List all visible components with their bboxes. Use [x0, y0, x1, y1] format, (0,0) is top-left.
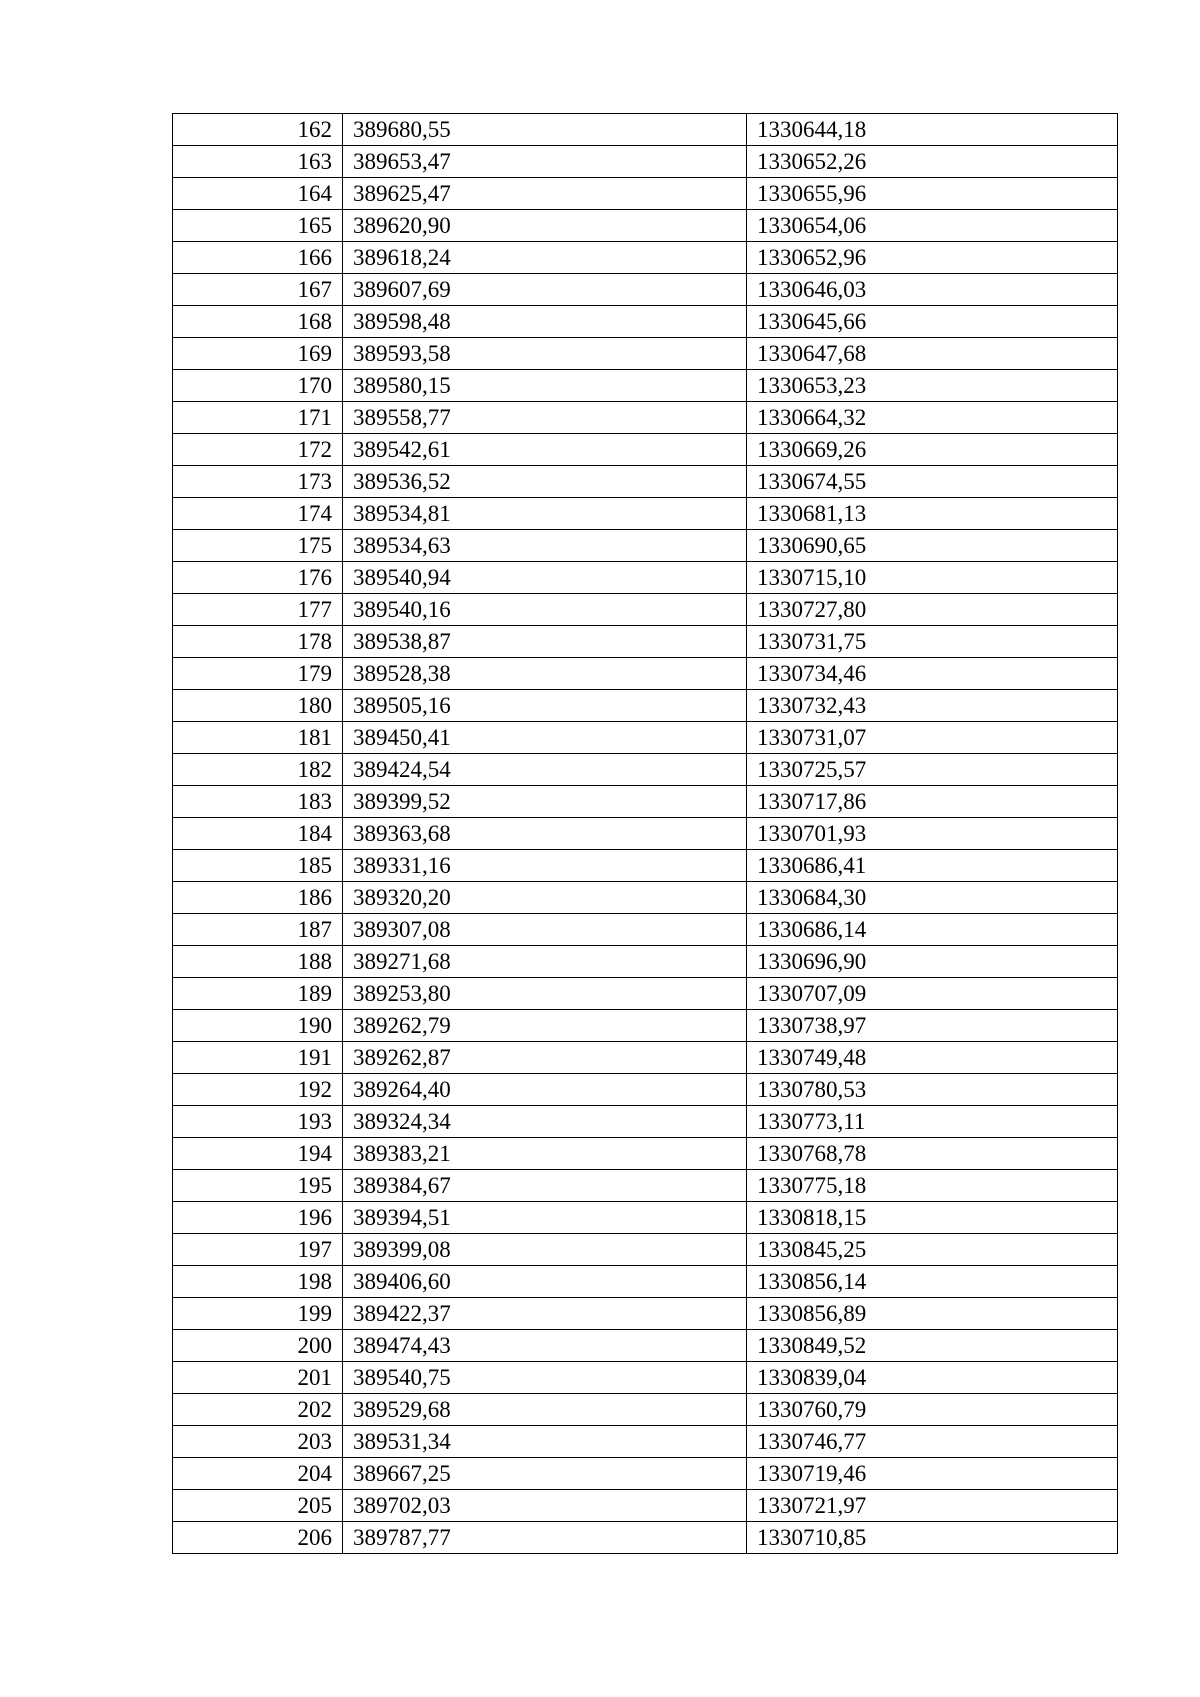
table-row: [173, 530, 1118, 562]
x-coordinate-cell: 389383,21: [343, 1138, 747, 1170]
y-coordinate-cell: 1330856,89: [747, 1298, 1118, 1330]
y-coordinate-cell: 1330707,09: [747, 978, 1118, 1010]
y-coordinate-cell: 1330686,14: [747, 914, 1118, 946]
x-coordinate-cell: 389653,47: [343, 146, 747, 178]
point-number-cell: 177: [173, 594, 343, 626]
y-coordinate-cell: 1330856,14: [747, 1266, 1118, 1298]
y-coordinate-cell: 1330773,11: [747, 1106, 1118, 1138]
table-row: [173, 402, 1118, 434]
y-coordinate-cell: 1330696,90: [747, 946, 1118, 978]
point-number-cell: 178: [173, 626, 343, 658]
x-coordinate-cell: 389528,38: [343, 658, 747, 690]
y-coordinate-cell: 1330725,57: [747, 754, 1118, 786]
y-coordinate-cell: 1330710,85: [747, 1522, 1118, 1554]
point-number-cell: 198: [173, 1266, 343, 1298]
y-coordinate-cell: 1330775,18: [747, 1170, 1118, 1202]
y-coordinate-cell: 1330690,65: [747, 530, 1118, 562]
point-number-cell: 172: [173, 434, 343, 466]
table-row: [173, 1394, 1118, 1426]
table-row: [173, 722, 1118, 754]
point-number-cell: 185: [173, 850, 343, 882]
x-coordinate-cell: 389680,55: [343, 114, 747, 146]
table-row: [173, 946, 1118, 978]
x-coordinate-cell: 389607,69: [343, 274, 747, 306]
x-coordinate-cell: 389625,47: [343, 178, 747, 210]
point-number-cell: 205: [173, 1490, 343, 1522]
x-coordinate-cell: 389598,48: [343, 306, 747, 338]
y-coordinate-cell: 1330731,07: [747, 722, 1118, 754]
table-row: [173, 882, 1118, 914]
y-coordinate-cell: 1330731,75: [747, 626, 1118, 658]
x-coordinate-cell: 389538,87: [343, 626, 747, 658]
point-number-cell: 174: [173, 498, 343, 530]
table-row: [173, 562, 1118, 594]
table-row: [173, 370, 1118, 402]
x-coordinate-cell: 389667,25: [343, 1458, 747, 1490]
point-number-cell: 187: [173, 914, 343, 946]
x-coordinate-cell: 389536,52: [343, 466, 747, 498]
table-row: [173, 1138, 1118, 1170]
x-coordinate-cell: 389363,68: [343, 818, 747, 850]
point-number-cell: 165: [173, 210, 343, 242]
table-row: [173, 754, 1118, 786]
y-coordinate-cell: 1330647,68: [747, 338, 1118, 370]
x-coordinate-cell: 389534,81: [343, 498, 747, 530]
x-coordinate-cell: 389542,61: [343, 434, 747, 466]
y-coordinate-cell: 1330644,18: [747, 114, 1118, 146]
x-coordinate-cell: 389450,41: [343, 722, 747, 754]
x-coordinate-cell: 389618,24: [343, 242, 747, 274]
point-number-cell: 173: [173, 466, 343, 498]
y-coordinate-cell: 1330721,97: [747, 1490, 1118, 1522]
table-row: [173, 114, 1118, 146]
y-coordinate-cell: 1330839,04: [747, 1362, 1118, 1394]
x-coordinate-cell: 389307,08: [343, 914, 747, 946]
x-coordinate-cell: 389399,08: [343, 1234, 747, 1266]
x-coordinate-cell: 389406,60: [343, 1266, 747, 1298]
point-number-cell: 171: [173, 402, 343, 434]
y-coordinate-cell: 1330732,43: [747, 690, 1118, 722]
x-coordinate-cell: 389399,52: [343, 786, 747, 818]
y-coordinate-cell: 1330780,53: [747, 1074, 1118, 1106]
y-coordinate-cell: 1330652,96: [747, 242, 1118, 274]
x-coordinate-cell: 389262,79: [343, 1010, 747, 1042]
x-coordinate-cell: 389580,15: [343, 370, 747, 402]
y-coordinate-cell: 1330674,55: [747, 466, 1118, 498]
point-number-cell: 199: [173, 1298, 343, 1330]
point-number-cell: 206: [173, 1522, 343, 1554]
table-row: [173, 1170, 1118, 1202]
table-row: [173, 1234, 1118, 1266]
y-coordinate-cell: 1330681,13: [747, 498, 1118, 530]
table-row: [173, 1106, 1118, 1138]
y-coordinate-cell: 1330734,46: [747, 658, 1118, 690]
x-coordinate-cell: 389593,58: [343, 338, 747, 370]
table-row: [173, 1362, 1118, 1394]
x-coordinate-cell: 389558,77: [343, 402, 747, 434]
table-row: [173, 1458, 1118, 1490]
table-row: [173, 626, 1118, 658]
table-row: [173, 242, 1118, 274]
table-row: [173, 1330, 1118, 1362]
y-coordinate-cell: 1330719,46: [747, 1458, 1118, 1490]
y-coordinate-cell: 1330760,79: [747, 1394, 1118, 1426]
table-row: [173, 658, 1118, 690]
point-number-cell: 195: [173, 1170, 343, 1202]
point-number-cell: 184: [173, 818, 343, 850]
y-coordinate-cell: 1330738,97: [747, 1010, 1118, 1042]
table-row: [173, 1490, 1118, 1522]
x-coordinate-cell: 389534,63: [343, 530, 747, 562]
y-coordinate-cell: 1330715,10: [747, 562, 1118, 594]
y-coordinate-cell: 1330686,41: [747, 850, 1118, 882]
y-coordinate-cell: 1330645,66: [747, 306, 1118, 338]
x-coordinate-cell: 389531,34: [343, 1426, 747, 1458]
x-coordinate-cell: 389324,34: [343, 1106, 747, 1138]
x-coordinate-cell: 389264,40: [343, 1074, 747, 1106]
table-row: [173, 1522, 1118, 1554]
table-row: [173, 1074, 1118, 1106]
x-coordinate-cell: 389540,94: [343, 562, 747, 594]
table-row: [173, 850, 1118, 882]
point-number-cell: 168: [173, 306, 343, 338]
point-number-cell: 188: [173, 946, 343, 978]
table-row: [173, 434, 1118, 466]
table-row: [173, 146, 1118, 178]
point-number-cell: 164: [173, 178, 343, 210]
point-number-cell: 201: [173, 1362, 343, 1394]
point-number-cell: 190: [173, 1010, 343, 1042]
y-coordinate-cell: 1330746,77: [747, 1426, 1118, 1458]
x-coordinate-cell: 389702,03: [343, 1490, 747, 1522]
x-coordinate-cell: 389320,20: [343, 882, 747, 914]
y-coordinate-cell: 1330684,30: [747, 882, 1118, 914]
y-coordinate-cell: 1330845,25: [747, 1234, 1118, 1266]
x-coordinate-cell: 389474,43: [343, 1330, 747, 1362]
table-row: [173, 594, 1118, 626]
table-row: [173, 338, 1118, 370]
table-row: [173, 1042, 1118, 1074]
y-coordinate-cell: 1330749,48: [747, 1042, 1118, 1074]
x-coordinate-cell: 389271,68: [343, 946, 747, 978]
x-coordinate-cell: 389262,87: [343, 1042, 747, 1074]
x-coordinate-cell: 389540,16: [343, 594, 747, 626]
point-number-cell: 189: [173, 978, 343, 1010]
x-coordinate-cell: 389331,16: [343, 850, 747, 882]
point-number-cell: 179: [173, 658, 343, 690]
table-row: [173, 978, 1118, 1010]
x-coordinate-cell: 389505,16: [343, 690, 747, 722]
point-number-cell: 193: [173, 1106, 343, 1138]
x-coordinate-cell: 389384,67: [343, 1170, 747, 1202]
table-row: [173, 210, 1118, 242]
x-coordinate-cell: 389394,51: [343, 1202, 747, 1234]
x-coordinate-cell: 389253,80: [343, 978, 747, 1010]
point-number-cell: 176: [173, 562, 343, 594]
point-number-cell: 203: [173, 1426, 343, 1458]
table-row: [173, 1426, 1118, 1458]
coordinates-table: [172, 113, 1118, 1554]
point-number-cell: 163: [173, 146, 343, 178]
table-row: [173, 1202, 1118, 1234]
x-coordinate-cell: 389540,75: [343, 1362, 747, 1394]
table-row: [173, 1010, 1118, 1042]
x-coordinate-cell: 389422,37: [343, 1298, 747, 1330]
point-number-cell: 204: [173, 1458, 343, 1490]
y-coordinate-cell: 1330717,86: [747, 786, 1118, 818]
point-number-cell: 192: [173, 1074, 343, 1106]
point-number-cell: 175: [173, 530, 343, 562]
point-number-cell: 170: [173, 370, 343, 402]
point-number-cell: 162: [173, 114, 343, 146]
y-coordinate-cell: 1330768,78: [747, 1138, 1118, 1170]
point-number-cell: 180: [173, 690, 343, 722]
point-number-cell: 191: [173, 1042, 343, 1074]
y-coordinate-cell: 1330655,96: [747, 178, 1118, 210]
y-coordinate-cell: 1330653,23: [747, 370, 1118, 402]
point-number-cell: 183: [173, 786, 343, 818]
point-number-cell: 194: [173, 1138, 343, 1170]
table-row: [173, 498, 1118, 530]
table-row: [173, 306, 1118, 338]
table-row: [173, 690, 1118, 722]
table-row: [173, 1266, 1118, 1298]
point-number-cell: 186: [173, 882, 343, 914]
x-coordinate-cell: 389620,90: [343, 210, 747, 242]
y-coordinate-cell: 1330652,26: [747, 146, 1118, 178]
table-row: [173, 178, 1118, 210]
y-coordinate-cell: 1330849,52: [747, 1330, 1118, 1362]
coordinates-table-body: [173, 114, 1118, 1554]
y-coordinate-cell: 1330646,03: [747, 274, 1118, 306]
x-coordinate-cell: 389787,77: [343, 1522, 747, 1554]
point-number-cell: 202: [173, 1394, 343, 1426]
y-coordinate-cell: 1330818,15: [747, 1202, 1118, 1234]
point-number-cell: 200: [173, 1330, 343, 1362]
point-number-cell: 181: [173, 722, 343, 754]
point-number-cell: 166: [173, 242, 343, 274]
point-number-cell: 167: [173, 274, 343, 306]
point-number-cell: 182: [173, 754, 343, 786]
table-row: [173, 914, 1118, 946]
point-number-cell: 169: [173, 338, 343, 370]
table-row: [173, 1298, 1118, 1330]
y-coordinate-cell: 1330669,26: [747, 434, 1118, 466]
y-coordinate-cell: 1330664,32: [747, 402, 1118, 434]
table-row: [173, 786, 1118, 818]
y-coordinate-cell: 1330727,80: [747, 594, 1118, 626]
table-row: [173, 274, 1118, 306]
point-number-cell: 196: [173, 1202, 343, 1234]
table-row: [173, 466, 1118, 498]
y-coordinate-cell: 1330654,06: [747, 210, 1118, 242]
y-coordinate-cell: 1330701,93: [747, 818, 1118, 850]
x-coordinate-cell: 389424,54: [343, 754, 747, 786]
point-number-cell: 197: [173, 1234, 343, 1266]
table-row: [173, 818, 1118, 850]
x-coordinate-cell: 389529,68: [343, 1394, 747, 1426]
